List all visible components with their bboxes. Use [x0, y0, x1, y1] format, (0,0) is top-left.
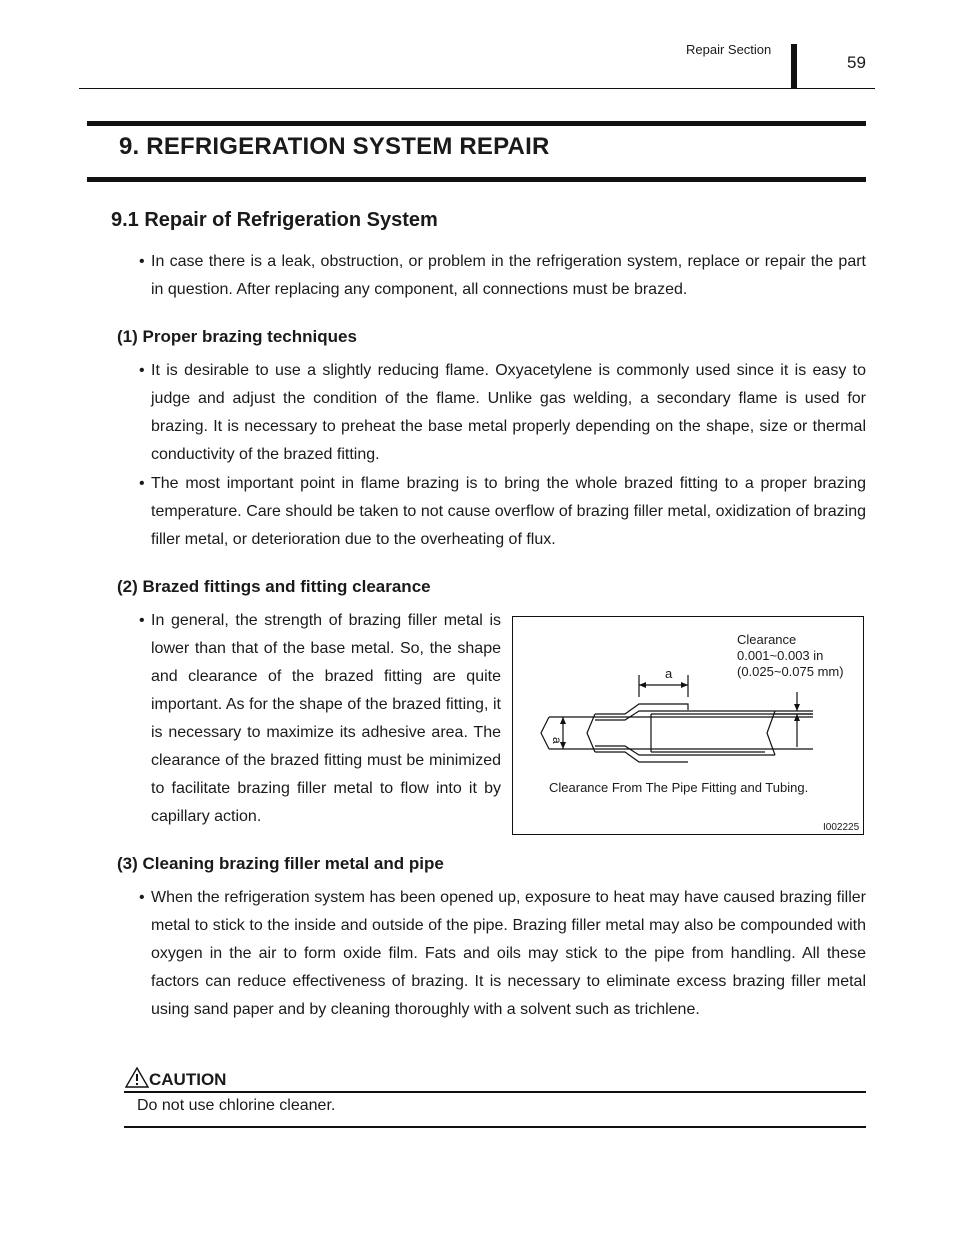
caution-rule-bottom	[124, 1126, 866, 1128]
dim-a-vertical-label: a	[550, 737, 564, 744]
figure-id: I002225	[823, 822, 860, 833]
paragraph-clearance: In general, the strength of brazing filler metal is lower than that of the base metal. So, the shape and clearance of the brazed fitting are quite important. As for the shape of the brazed fitting, it is necessary to maximize its adhesive area. The clearance of the brazed fitting must be minimized to facilitate brazing filler metal to flow into it by capillary action.	[151, 612, 501, 825]
caution-rule-top	[124, 1091, 866, 1093]
clearance-label: Clearance	[737, 632, 797, 647]
figure-caption: Clearance From The Pipe Fitting and Tubing.	[549, 780, 809, 795]
bullet-marker: •	[139, 253, 145, 270]
fitting-bore-top	[595, 711, 775, 720]
clearance-mm: (0.025~0.075 mm)	[737, 664, 844, 679]
paragraph-flame: It is desirable to use a slightly reducing flame. Oxyacetylene is commonly used since it is easy to judge and adjust the condition of the flame. Unlike gas welding, a secondary flame is used for brazing. It is necessary to preheat the base metal properly depending on the shape, size or thermal conductivity of the brazed fitting.	[151, 362, 866, 463]
running-header-section: Repair Section	[686, 42, 772, 57]
bullet-marker: •	[139, 362, 145, 379]
subsection-heading-3: (3) Cleaning brazing filler metal and pipe	[117, 854, 444, 873]
bullet-marker: •	[139, 889, 145, 906]
break-line-fitting	[587, 714, 595, 752]
caution-label: CAUTION	[149, 1070, 227, 1089]
section-intro: In case there is a leak, obstruction, or problem in the refrigeration system, replace or repair the part in question. After replacing any component, all connections must be brazed.	[151, 253, 866, 298]
header-rule	[79, 88, 875, 89]
bullet-marker: •	[139, 475, 145, 492]
header-marker-bar	[791, 44, 797, 88]
paragraph-cleaning: When the refrigeration system has been opened up, exposure to heat may have caused brazing filler metal to stick to the inside and outside of the pipe. Brazing filler metal may also be compounded with oxygen in the air to form oxide film. Fats and oils may stick to the pipe from handling. All these factors can reduce effectiveness of brazing. It is necessary to eliminate excess brazing filler metal using sand paper and by cleaning thoroughly with a solvent such as trichlene.	[151, 889, 866, 1018]
fitting-bore-bottom	[595, 746, 775, 755]
subsection-heading-2: (2) Brazed fittings and fitting clearance	[117, 577, 431, 596]
fitting-outline-bottom	[595, 752, 688, 762]
bullet-marker: •	[139, 612, 145, 629]
clearance-inches: 0.001~0.003 in	[737, 648, 824, 663]
clearance-callout	[737, 632, 844, 680]
title-rule-top	[87, 121, 866, 126]
caution-heading	[125, 1067, 226, 1093]
chapter-title: 9. REFRIGERATION SYSTEM REPAIR	[119, 133, 550, 160]
page-number: 59	[847, 53, 866, 72]
fitting-outline-top	[595, 704, 688, 714]
section-heading: 9.1 Repair of Refrigeration System	[111, 209, 438, 231]
warning-triangle-icon	[125, 1067, 149, 1093]
paragraph-temperature: The most important point in flame brazing is to bring the whole brazed fitting to a proper brazing temperature. Care should be taken to not cause overflow of brazing filler metal, oxidization of brazing filler metal, or deterioration due to the overheating of flux.	[151, 475, 866, 548]
subsection-heading-1: (1) Proper brazing techniques	[117, 327, 357, 346]
break-line-left	[541, 717, 549, 749]
caution-text: Do not use chlorine cleaner.	[137, 1097, 336, 1114]
dim-a-label: a	[665, 666, 673, 681]
title-rule-bottom	[87, 177, 866, 182]
